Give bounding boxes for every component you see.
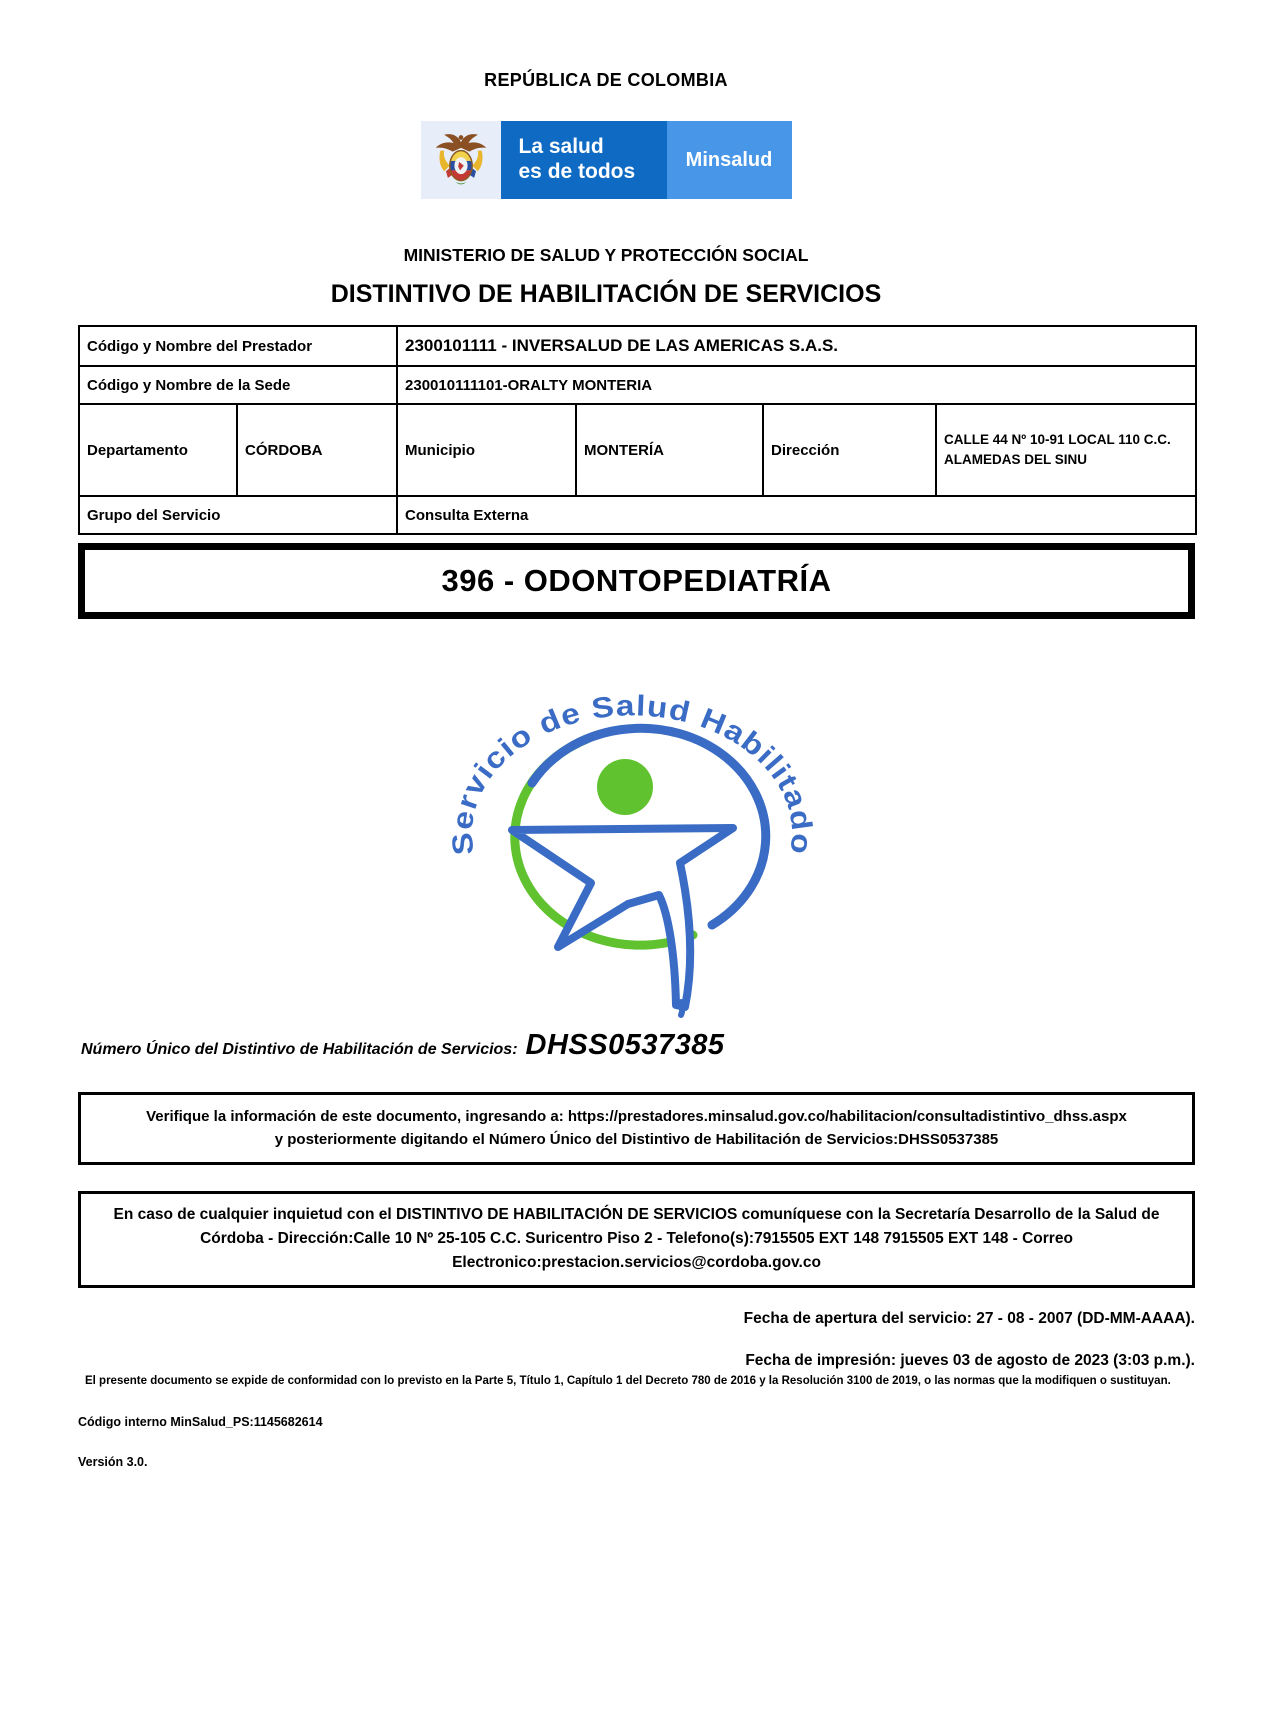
service-banner: [78, 543, 1195, 619]
table-row: [79, 366, 1196, 404]
seal-arc-text: Servicio de Salud Habilitado: [446, 690, 818, 857]
print-date: Fecha de impresión: jueves 03 de agosto de 2023 (3:03 p.m.).: [745, 1351, 1195, 1369]
servicio-salud-habilitado-seal-icon: [445, 657, 818, 1017]
version-label: Versión 3.0.: [78, 1454, 148, 1469]
distintivo-number-label: Número Único del Distintivo de Habilitación de Servicios:: [81, 1041, 518, 1058]
brand-name: Minsalud: [685, 148, 773, 171]
contact-box: [78, 1191, 1195, 1288]
verification-line2: y posteriormente digitando el Número Único del Distintivo de Habilitación de Servicios:DHSS0537385: [274, 1131, 999, 1149]
document-header: [78, 70, 1134, 309]
gov-logo-row: [78, 121, 1134, 199]
prestador-label: Código y Nombre del Prestador: [79, 326, 397, 366]
distintivo-number-value: DHSS0537385: [525, 1029, 725, 1061]
internal-code: Código interno MinSalud_PS:1145682614: [78, 1414, 323, 1429]
municipio-value: MONTERÍA: [576, 404, 763, 496]
minsalud-logo: [421, 121, 792, 199]
colombia-coat-of-arms-icon: [431, 130, 491, 190]
slogan-line2: es de todos: [518, 160, 636, 183]
direccion-value: CALLE 44 Nº 10-91 LOCAL 110 C.C. ALAMEDAS DEL SINU: [936, 404, 1196, 496]
country-title: REPÚBLICA DE COLOMBIA: [484, 70, 728, 90]
brand-panel: [667, 121, 792, 199]
municipio-label: Municipio: [397, 404, 576, 496]
service-banner-text: 396 - ODONTOPEDIATRÍA: [441, 563, 832, 598]
seal-head-icon: [597, 759, 653, 815]
direccion-label: Dirección: [763, 404, 936, 496]
grupo-value: Consulta Externa: [397, 496, 1196, 534]
distintivo-number-line: [81, 1029, 1195, 1062]
sede-label: Código y Nombre de la Sede: [79, 366, 397, 404]
document-body: [78, 325, 1195, 1469]
verification-box: [78, 1092, 1195, 1165]
document-title: DISTINTIVO DE HABILITACIÓN DE SERVICIOS: [330, 280, 882, 308]
provider-info-table: [78, 325, 1197, 535]
verification-line1: Verifique la información de este documento, ingresando a: https://prestadores.minsalud.gov.co/habilitacion/consultadistintivo_dhss.aspx: [146, 1108, 1127, 1125]
contact-text: En caso de cualquier inquietud con el DISTINTIVO DE HABILITACIÓN DE SERVICIOS comuníquese con la Secretaría Desarrollo de la Salud de Córdoba - Dirección:Calle 10 Nº 25-105 C.C. Suricentro Piso 2 - Telefono(s):7915505 EXT 148 7915505 EXT 148 - Correo Electronico:prestacion.servicios@cordoba.gov.co: [113, 1205, 1160, 1272]
grupo-label: Grupo del Servicio: [79, 496, 397, 534]
table-row: [79, 496, 1196, 534]
departamento-label: Departamento: [79, 404, 237, 496]
slogan-line1: La salud: [518, 135, 604, 159]
prestador-value: 2300101111 - INVERSALUD DE LAS AMERICAS S.A.S.: [397, 326, 1196, 366]
service-open-date: Fecha de apertura del servicio: 27 - 08 - 2007 (DD-MM-AAAA).: [743, 1309, 1195, 1327]
sede-value: 230010111101-ORALTY MONTERIA: [397, 366, 1196, 404]
slogan-panel: [501, 121, 667, 199]
legal-notice: El presente documento se expide de conformidad con lo previsto en la Parte 5, Título 1, Capítulo 1 del Decreto 780 de 2016 y la Resolución 3100 de 2019, o las normas que la modifiquen o sustituyan.: [85, 1374, 1171, 1387]
ministry-title: MINISTERIO DE SALUD Y PROTECCIÓN SOCIAL: [403, 245, 809, 265]
departamento-value: CÓRDOBA: [237, 404, 397, 496]
coat-of-arms-panel: [421, 121, 501, 199]
table-row: [79, 326, 1196, 366]
table-row: [79, 404, 1196, 496]
